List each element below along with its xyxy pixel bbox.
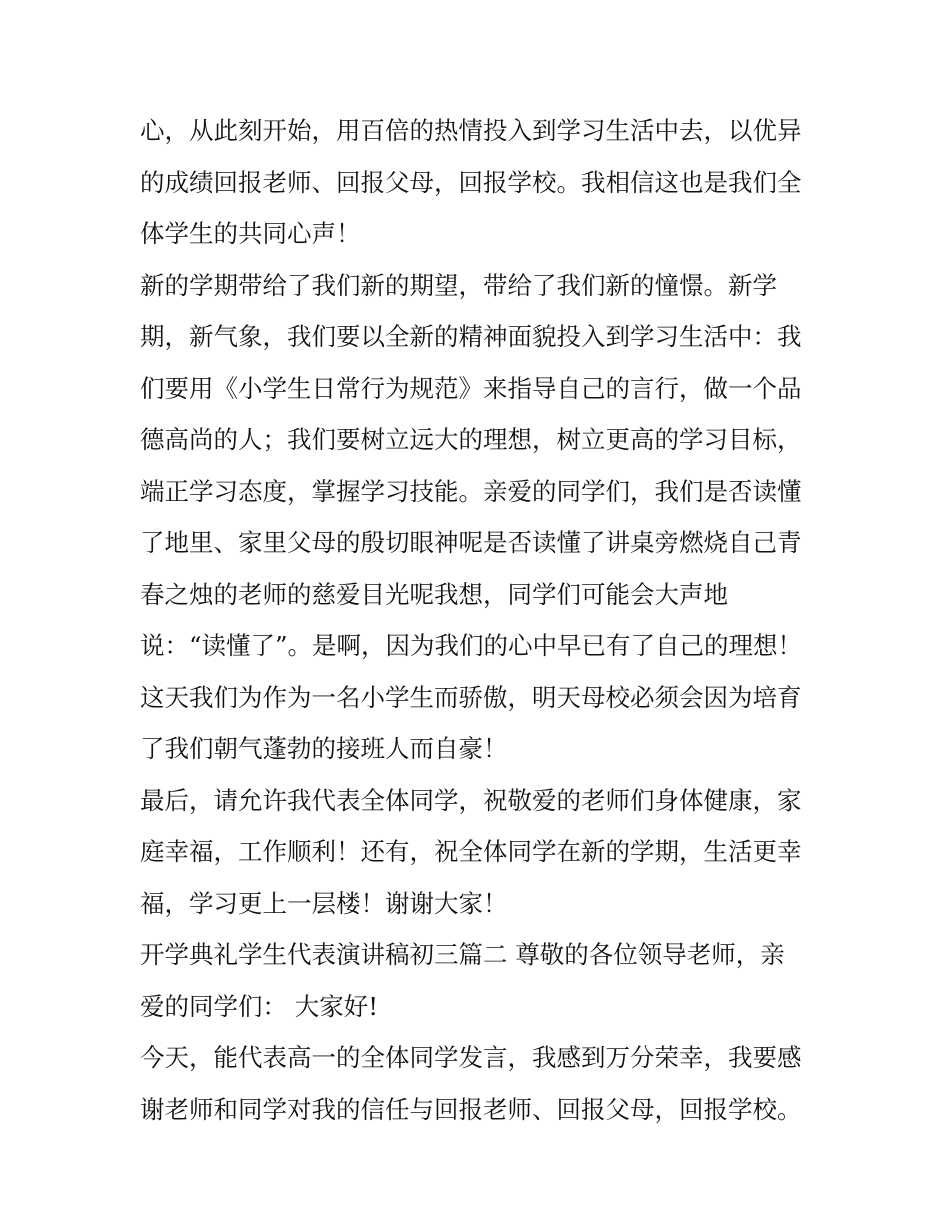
- text-line: 新的学期带给了我们新的期望，带给了我们新的憧憬。新学: [140, 270, 777, 300]
- text-line: 了地里、家里父母的殷切眼神呢是否读懂了讲桌旁燃烧自己青: [140, 528, 802, 557]
- text-line: 福，学习更上一层楼！谢谢大家！: [140, 888, 508, 918]
- text-line: 们要用《小学生日常行为规范》来指导自己的言行，做一个品: [140, 373, 802, 403]
- text-line: 的成绩回报老师、回报父母，回报学校。我相信这也是我们全: [140, 167, 802, 197]
- text-line: 开学典礼学生代表演讲稿初三篇二 尊敬的各位领导老师，亲: [140, 940, 785, 969]
- text-line: 德高尚的人；我们要树立远大的理想，树立更高的学习目标，: [140, 425, 802, 454]
- text-line: 爱的同学们： 大家好!: [140, 991, 379, 1021]
- text-line: 春之烛的老师的慈爱目光呢我想，同学们可能会大声地: [140, 579, 728, 609]
- text-line: 这天我们为作为一名小学生而骄傲，明天母校必须会因为培育: [140, 682, 802, 712]
- text-line: 庭幸福，工作顺利！还有，祝全体同学在新的学期，生活更幸: [140, 837, 802, 866]
- document-body: [140, 105, 820, 1135]
- text-line: 体学生的共同心声！: [140, 219, 361, 248]
- text-line: 最后，请允许我代表全体同学，祝敬爱的老师们身体健康，家: [140, 785, 802, 815]
- text-line: 说：“读懂了”。是啊，因为我们的心中早已有了自己的理想！: [140, 631, 803, 660]
- text-line: 谢老师和同学对我的信任与回报老师、回报父母，回报学校。: [140, 1094, 802, 1124]
- text-line: 今天，能代表高一的全体同学发言，我感到万分荣幸，我要感: [140, 1043, 802, 1072]
- text-line: 了我们朝气蓬勃的接班人而自豪！: [140, 734, 508, 763]
- text-line: 期，新气象，我们要以全新的精神面貌投入到学习生活中：我: [140, 322, 802, 351]
- text-line: 心，从此刻开始，用百倍的热情投入到学习生活中去，以优异: [140, 116, 802, 145]
- text-line: 端正学习态度，掌握学习技能。亲爱的同学们，我们是否读懂: [140, 476, 802, 506]
